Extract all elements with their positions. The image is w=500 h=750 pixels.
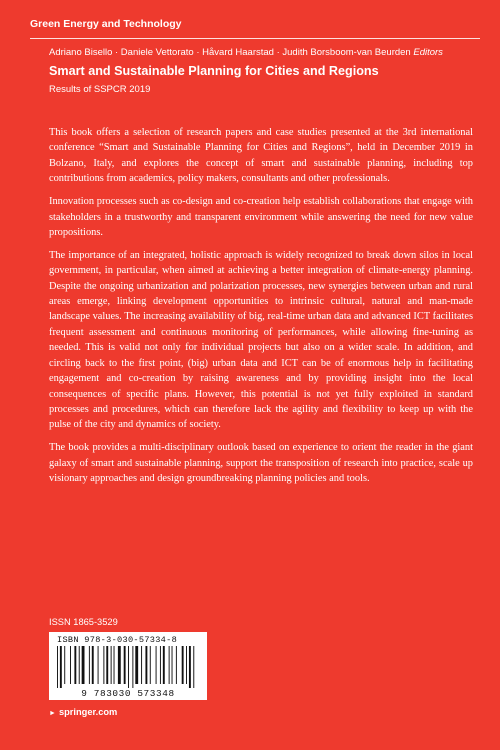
book-title: Smart and Sustainable Planning for Cities and Regions: [49, 64, 379, 78]
ean-digits: 9 783030 573348: [81, 688, 175, 699]
blurb-paragraph-4: The book provides a multi-disciplinary outlook based on experience to orient the reader in the giant galaxy of smart and sustainable planning, support the transposition of research into practice, scale up visionary approaches and design groundbreaking planning policies and tools.: [49, 442, 473, 485]
barcode-box: [49, 632, 207, 700]
editor-names: Adriano Bisello · Daniele Vettorato · Håvard Haarstad · Judith Borsboom-van Beurden: [49, 47, 411, 58]
editors-role: Editors: [413, 47, 443, 58]
publisher-url: springer.com: [58, 707, 118, 717]
blurb-paragraph-2: Innovation processes such as co-design and co-creation help establish collaborations that engage with stakeholders in a trustworthy and transparent environment while answering the need for new value propositions.: [49, 196, 473, 238]
editors-line: [49, 47, 443, 58]
blurb-paragraph-3: The importance of an integrated, holistic approach is widely recognized to break down silos in local government, in particular, when aimed at achieving a better integration of climate-energy planning. Despite the ongoing urbanization and polarization processes, new synergies between urban and rural areas emerge, linking development opportunities to intrinsic cultural, natural and man-made landscape values. The increasing availability of big, real-time urban data and advanced ICT facilitates frequent assessment and continuous monitoring of performances, while allowing fine-tuning as needed. This is valid not only for individual projects but also on a wider scale. In addition, and circling back to the first point, (big) urban data and ICT can be of enormous help in facilitating engagement and co-creation by raising awareness and by providing insight into the local consequences of specific plans. However, this potential is not yet fully exploited in standard processes and procedures, which can therefore lack the agility and flexibility to keep up with the pulse of the city and dynamics of society.: [49, 249, 473, 431]
header-rule: [30, 38, 480, 39]
blurb-paragraph-1: This book offers a selection of research papers and case studies presented at the 3rd international conference “Smart and Sustainable Planning for Cities and Regions”, held in December 2019 in Bolzano, Italy, and explores the concept of smart and sustainable planning, including top contributions from academics, policy makers, consultants and other professionals.: [49, 127, 473, 185]
book-subtitle: Results of SSPCR 2019: [49, 84, 151, 95]
barcode-bars: [55, 646, 201, 688]
publisher-link[interactable]: [49, 707, 117, 717]
isbn-label: ISBN 978-3-030-57334-8: [57, 635, 178, 645]
issn: ISSN 1865-3529: [49, 617, 118, 627]
series-name: Green Energy and Technology: [30, 18, 182, 30]
blurb: [49, 125, 473, 494]
triangle-arrow-icon: ►: [49, 710, 56, 717]
